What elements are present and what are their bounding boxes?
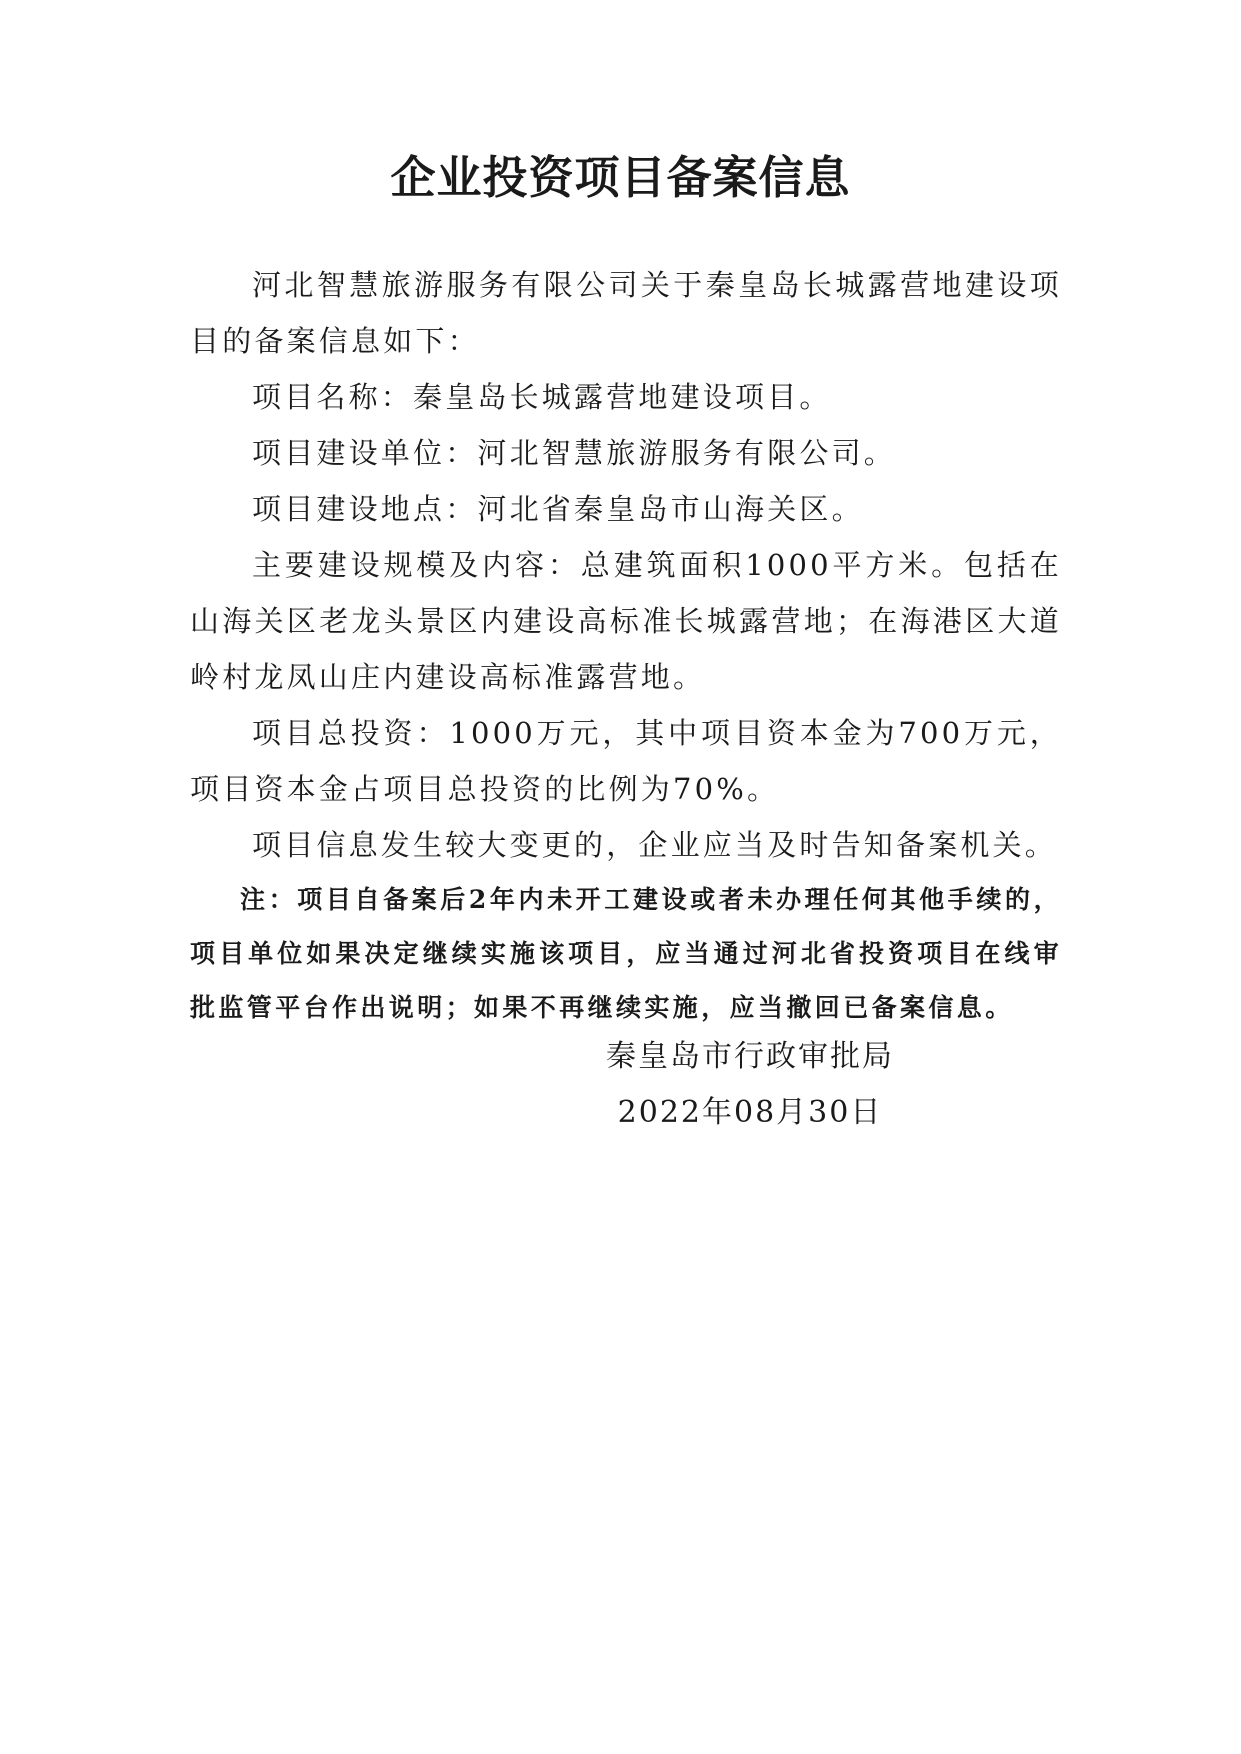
intro-paragraph: 河北智慧旅游服务有限公司关于秦皇岛长城露营地建设项目的备案信息如下：: [190, 268, 1062, 358]
change-notice-paragraph: 项目信息发生较大变更的，企业应当及时告知备案机关。: [252, 828, 1058, 862]
project-investment-paragraph: 项目总投资：1000万元，其中项目资本金为700万元，项目资本金占项目总投资的比例为70%。: [190, 716, 1062, 806]
signature-organization: 秦皇岛市行政审批局: [606, 1039, 894, 1074]
document-body: [190, 257, 1062, 1035]
project-unit-paragraph: 项目建设单位：河北智慧旅游服务有限公司。: [252, 436, 897, 470]
note-paragraph: 注：项目自备案后2年内未开工建设或者未办理任何其他手续的，项目单位如果决定继续实施该项目，应当通过河北省投资项目在线审批监管平台作出说明；如果不再继续实施，应当撤回已备案信息。: [190, 885, 1062, 1022]
document-title: 企业投资项目备案信息: [390, 151, 851, 204]
project-scale-paragraph: 主要建设规模及内容：总建筑面积1000平方米。包括在山海关区老龙头景区内建设高标准长城露营地；在海港区大道岭村龙凤山庄内建设高标准露营地。: [190, 548, 1062, 694]
project-name-paragraph: 项目名称：秦皇岛长城露营地建设项目。: [252, 380, 832, 414]
signature-date: 2022年08月30日: [617, 1095, 883, 1130]
project-location-paragraph: 项目建设地点：河北省秦皇岛市山海关区。: [252, 492, 864, 526]
